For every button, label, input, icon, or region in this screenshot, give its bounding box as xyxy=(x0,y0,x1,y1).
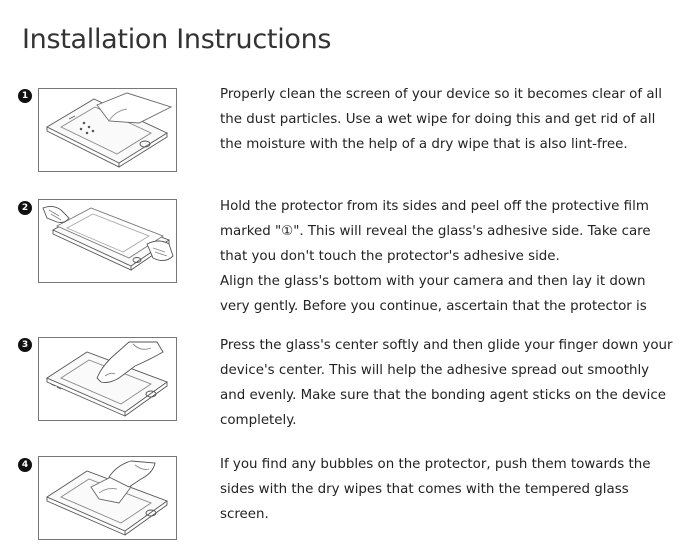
step-3-illustration xyxy=(38,337,177,421)
remove-bubbles-icon xyxy=(39,457,176,539)
step-3-text: Press the glass's center softly and then glide your finger down your device's center. This will help the adhesive spread out smoothly and evenly. Make sure that the bonding agent sticks on the device completely. xyxy=(220,338,673,428)
step-2-number: 2 xyxy=(18,201,32,215)
step-2-illustration xyxy=(38,199,177,283)
step-1-number: 1 xyxy=(18,89,32,103)
step-4-text: If you find any bubbles on the protector, push them towards the sides with the dry wipes that comes with the tempered glass screen. xyxy=(220,457,651,522)
step-4-number: 4 xyxy=(18,458,32,472)
step-3-number: 3 xyxy=(18,338,32,352)
press-finger-icon xyxy=(39,338,176,420)
step-1-text: Properly clean the screen of your device so it becomes clear of all the dust particles. Use a wet wipe for doing this and get rid of all the moisture with the help of a dry wipe that is also lint-free. xyxy=(220,87,662,152)
page-title: Installation Instructions xyxy=(22,24,332,55)
step-4-illustration xyxy=(38,456,177,540)
peel-film-icon xyxy=(39,200,176,282)
phone-wipe-icon xyxy=(39,89,176,171)
step-1-illustration xyxy=(38,88,177,172)
step-2-text: Hold the protector from its sides and peel off the protective film marked "①". This will reveal the glass's adhesive side. Take care that you don't touch the protector's adhesive side. Align the glass's bottom with your camera and then lay it down very gently. Before you continue, ascertain that the protector is xyxy=(220,199,651,314)
